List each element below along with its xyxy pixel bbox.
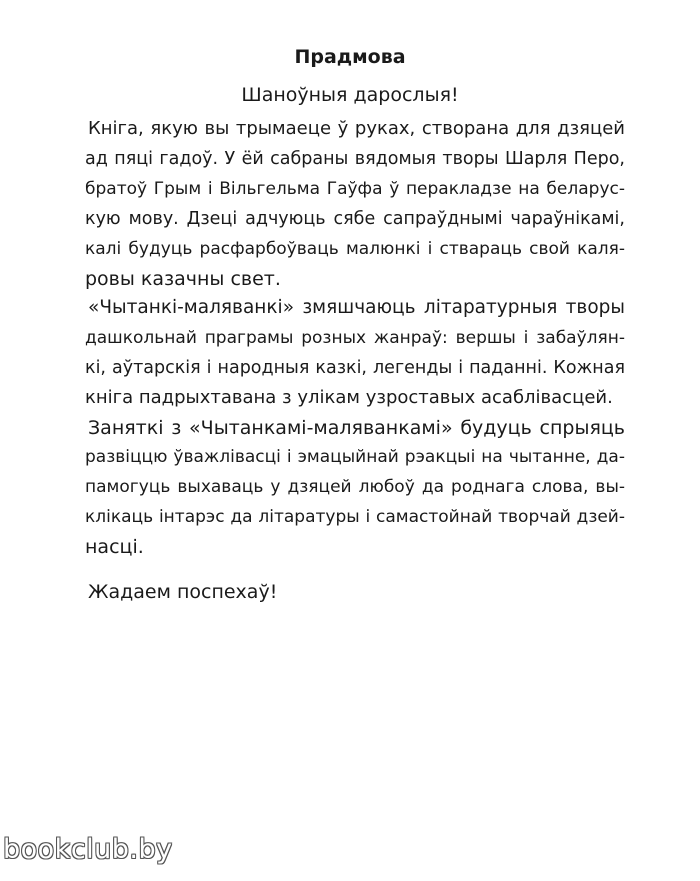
text-line: насці. xyxy=(85,536,144,558)
greeting-line: Шаноўныя дарослыя! xyxy=(241,84,459,106)
watermark-logo: bookclub.by xyxy=(3,834,173,865)
text-line: кі, аўтарскія і народныя казкі, легенды і паданні. Кожная xyxy=(85,358,625,378)
text-line: клікаць інтарэс да літаратуры і самастойнай творчай дзей- xyxy=(85,507,625,527)
text-line: дашкольнай праграмы розных жанраў: вершы і забаўлян- xyxy=(85,328,625,348)
page-title: Прадмова xyxy=(294,46,406,68)
text-line: Кніга, якую вы трымаеце ў руках, створана для дзяцей xyxy=(88,118,625,139)
text-line: развіццю ўважлівасці і эмацыйнай рэакцыі на чытанне, да- xyxy=(85,447,625,467)
text-line: ад пяці гадоў. У ёй сабраны вядомыя творы Шарля Перо, xyxy=(85,149,625,169)
closing-line: Жадаем поспехаў! xyxy=(88,581,278,603)
text-line: памогуць выхаваць у дзяцей любоў да роднага слова, вы- xyxy=(85,477,625,497)
text-line: Заняткі з «Чытанкамі-маляванкамі» будуць спрыяць xyxy=(88,417,625,439)
text-line: калі будуць расфарбоўваць малюнкі і ствараць свой каля- xyxy=(85,239,625,259)
text-line: ровы казачны свет. xyxy=(85,268,281,290)
text-line: кую мову. Дзеці адчуюць сябе сапраўднымі чараўнікамі, xyxy=(85,209,625,229)
text-line: кніга падрыхтавана з улікам узроставых асаблівасцей. xyxy=(85,387,613,408)
text-line: братоў Грым і Вільгельма Гаўфа ў перакладзе на беларус- xyxy=(85,179,625,199)
text-line: «Чытанкі-маляванкі» змяшчаюць літаратурныя творы xyxy=(88,297,625,318)
